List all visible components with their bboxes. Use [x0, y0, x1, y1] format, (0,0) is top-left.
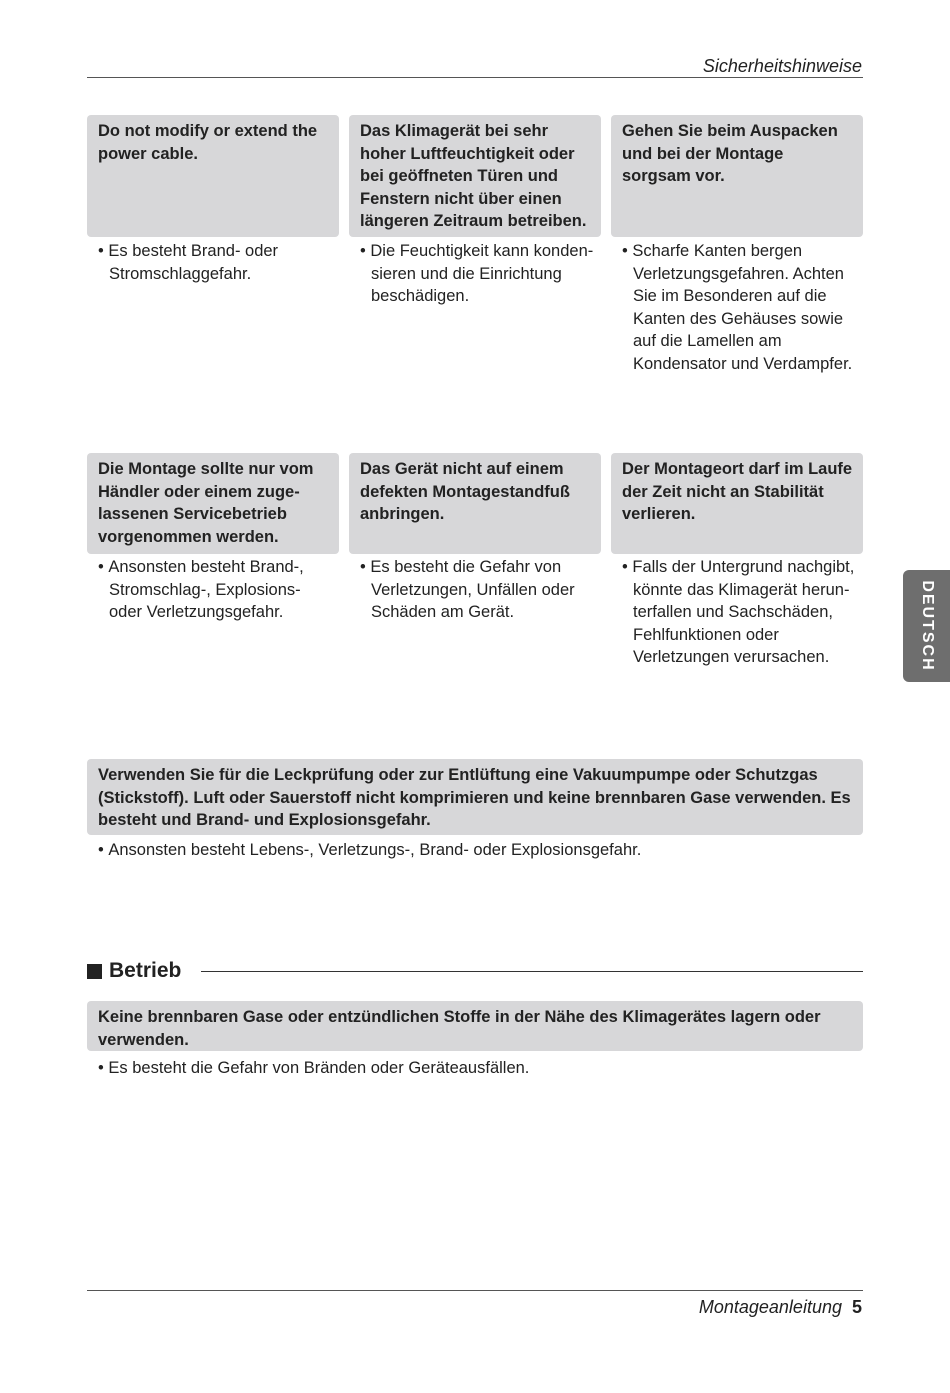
- language-tab-label: DEUTSCH: [918, 580, 936, 672]
- warning-box-location-stability: Der Montageort darf im Laufe der Zeit nicht an Stabilität verlieren.: [611, 453, 863, 554]
- detail-leak-test: • Ansonsten besteht Lebens-, Verletzungs-, Brand- oder Explosionsgefahr.: [98, 839, 858, 862]
- detail-mounting-stand: • Es besteht die Gefahr von Verletzungen, Unfällen oder Schäden am Gerät.: [360, 556, 600, 624]
- detail-location-stability: • Falls der Untergrund nachgibt, könnte das Klimagerät herun- terfallen und Sachschäden, Fehlfunktionen oder Verletzungen verursachen.: [622, 556, 862, 669]
- section-rule: [201, 971, 863, 972]
- warning-box-unpacking: Gehen Sie beim Auspacken und bei der Montage sorgsam vor.: [611, 115, 863, 237]
- section-heading-betrieb: [87, 958, 863, 984]
- page-header-title: Sicherheitshinweise: [702, 56, 862, 76]
- section-square-icon: [87, 964, 102, 979]
- warning-box-leak-test: Verwenden Sie für die Leckprüfung oder zur Entlüftung eine Vakuumpumpe oder Schutzgas (Stickstoff). Luft oder Sauerstoff nicht komprimieren und keine brennbaren Gase verwenden. Es besteht und Brand- und Explosionsgefahr.: [87, 759, 863, 835]
- detail-humidity: • Die Feuchtigkeit kann konden- sieren und die Einrichtung beschädigen.: [360, 240, 600, 308]
- footer-page-number: 5: [851, 1297, 862, 1317]
- detail-installation-dealer: • Ansonsten besteht Brand-, Stromschlag-, Explosions- oder Verletzungsgefahr.: [98, 556, 338, 624]
- detail-flammable-gases: • Es besteht die Gefahr von Bränden oder Geräteausfällen.: [98, 1057, 858, 1080]
- warning-box-mounting-stand: Das Gerät nicht auf einem defekten Montagestandfuß anbringen.: [349, 453, 601, 554]
- page-footer: [699, 1297, 862, 1318]
- warning-box-power-cable: Do not modify or extend the power cable.: [87, 115, 339, 237]
- section-title: Betrieb: [109, 959, 182, 982]
- header-rule: [87, 77, 863, 78]
- language-side-tab: [903, 570, 950, 682]
- detail-unpacking: • Scharfe Kanten bergen Verletzungsgefahren. Achten Sie im Besonderen auf die Kanten des Gehäuses sowie auf die Lamellen am Kondensator und Verdampfer.: [622, 240, 862, 375]
- warning-box-installation-dealer: Die Montage sollte nur vom Händler oder einem zuge- lassenen Servicebetrieb vorgenommen werden.: [87, 453, 339, 554]
- footer-rule: [87, 1290, 863, 1291]
- warning-box-humidity: Das Klimagerät bei sehr hoher Luftfeuchtigkeit oder bei geöffneten Türen und Fenstern nicht über einen längeren Zeitraum betreiben.: [349, 115, 601, 237]
- footer-doc-name: Montageanleitung: [698, 1297, 842, 1317]
- warning-box-flammable-gases: Keine brennbaren Gase oder entzündlichen Stoffe in der Nähe des Klimagerätes lagern oder verwenden.: [87, 1001, 863, 1051]
- detail-power-cable: • Es besteht Brand- oder Stromschlaggefahr.: [98, 240, 338, 285]
